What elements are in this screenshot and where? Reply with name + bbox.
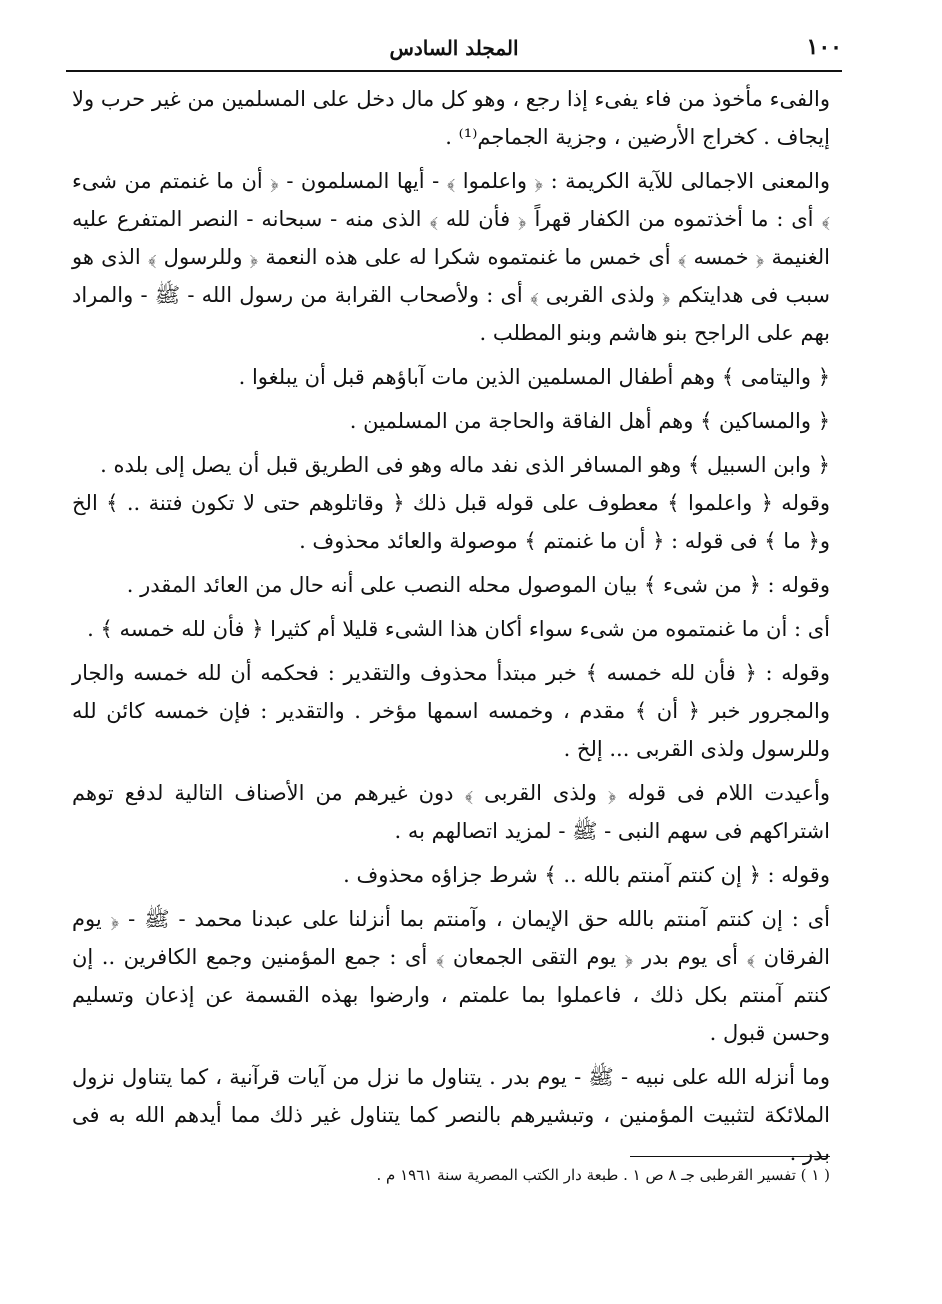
footnote: ( ١ ) تفسير القرطبى جـ ٨ ص ١ . طبعة دار الكتب المصرية سنة ١٩٦١ م . [376, 1166, 830, 1184]
page-number: ١٠٠ [806, 34, 842, 60]
paragraph: وقوله : ﴿ إن كنتم آمنتم بالله .. ﴾ شرط جزاؤه محذوف . [343, 863, 830, 887]
paragraph: ﴿ والمساكين ﴾ وهم أهل الفاقة والحاجة من المسلمين . [349, 409, 830, 433]
paragraph: والفىء مأخوذ من فاء يفىء إذا رجع ، وهو كل مال دخل على المسلمين من غير حرب ولا إيجاف . كخراج الأرضين ، وجزية الجماجم⁽¹⁾ . [72, 87, 830, 149]
header-rule [66, 70, 842, 72]
page-header [66, 28, 842, 68]
paragraph: وقوله : ﴿ من شىء ﴾ بيان الموصول محله النصب على أنه حال من العائد المقدر . [126, 573, 830, 597]
running-head: المجلد السادس [389, 36, 519, 60]
paragraph: وقوله ﴿ واعلموا ﴾ معطوف على قوله قبل ذلك ﴿ وقاتلوهم حتى لا تكون فتنة .. ﴾ الخ و﴿ ما ﴾ فى قوله : ﴿ أن ما غنمتم ﴾ موصولة والعائد محذوف . [72, 491, 830, 553]
page-body [72, 80, 830, 1172]
paragraph: ﴿ واليتامى ﴾ وهم أطفال المسلمين الذين مات آباؤهم قبل أن يبلغوا . [238, 365, 830, 389]
paragraph: وقوله : ﴿ فأن لله خمسه ﴾ خبر مبتدأ محذوف والتقدير : فحكمه أن لله خمسه والجار والمجرور خبر ﴿ أن ﴾ مقدم ، وخمسه اسمها مؤخر . والتقدير : فإن خمسه كائن لله وللرسول ولذى القربى ... إلخ . [72, 661, 830, 761]
paragraph: وما أنزله الله على نبيه - ﷺ - يوم بدر . يتناول ما نزل من آيات قرآنية ، كما يتناول نزول الملائكة لتثبيت المؤمنين ، وتبشيرهم بالنصر كما يتناول غير ذلك مما أيدهم الله به فى بدر . [72, 1065, 830, 1165]
paragraph: وأعيدت اللام فى قوله ﴿ ولذى القربى ﴾ دون غيرهم من الأصناف التالية لدفع توهم اشتراكهم فى سهم النبى - ﷺ - لمزيد اتصالهم به . [72, 781, 830, 843]
paragraph: أى : إن كنتم آمنتم بالله حق الإيمان ، وآمنتم بما أنزلنا على عبدنا محمد - ﷺ - ﴿ يوم الفرقان ﴾ أى يوم بدر ﴿ يوم التقى الجمعان ﴾ أى : جمع المؤمنين وجمع الكافرين .. إن كنتم آمنتم بكل ذلك ، فاعملوا بما علمتم ، وارضوا بهذه القسمة عن إذعان وتسليم وحسن قبول . [72, 907, 830, 1045]
footnote-rule [630, 1156, 830, 1157]
paragraph: ﴿ وابن السبيل ﴾ وهو المسافر الذى نفد ماله وهو فى الطريق قبل أن يصل إلى بلده . [100, 453, 830, 477]
paragraph: أى : أن ما غنمتموه من شىء سواء أكان هذا الشىء قليلا أم كثيرا ﴿ فأن لله خمسه ﴾ . [87, 617, 830, 641]
paragraph: والمعنى الاجمالى للآية الكريمة : ﴿ واعلموا ﴾ - أيها المسلمون - ﴿ أن ما غنمتم من شىء ﴾ أى : ما أخذتموه من الكفار قهراً ﴿ فأن لله ﴾ الذى منه - سبحانه - النصر المتفرع عليه الغنيمة ﴿ خمسه ﴾ أى خمس ما غنمتموه شكرا له على هذه النعمة ﴿ وللرسول ﴾ الذى هو سبب فى هدايتكم ﴿ ولذى القربى ﴾ أى : ولأصحاب القرابة من رسول الله - ﷺ - والمراد بهم على الراجح بنو هاشم وبنو المطلب . [72, 169, 830, 345]
